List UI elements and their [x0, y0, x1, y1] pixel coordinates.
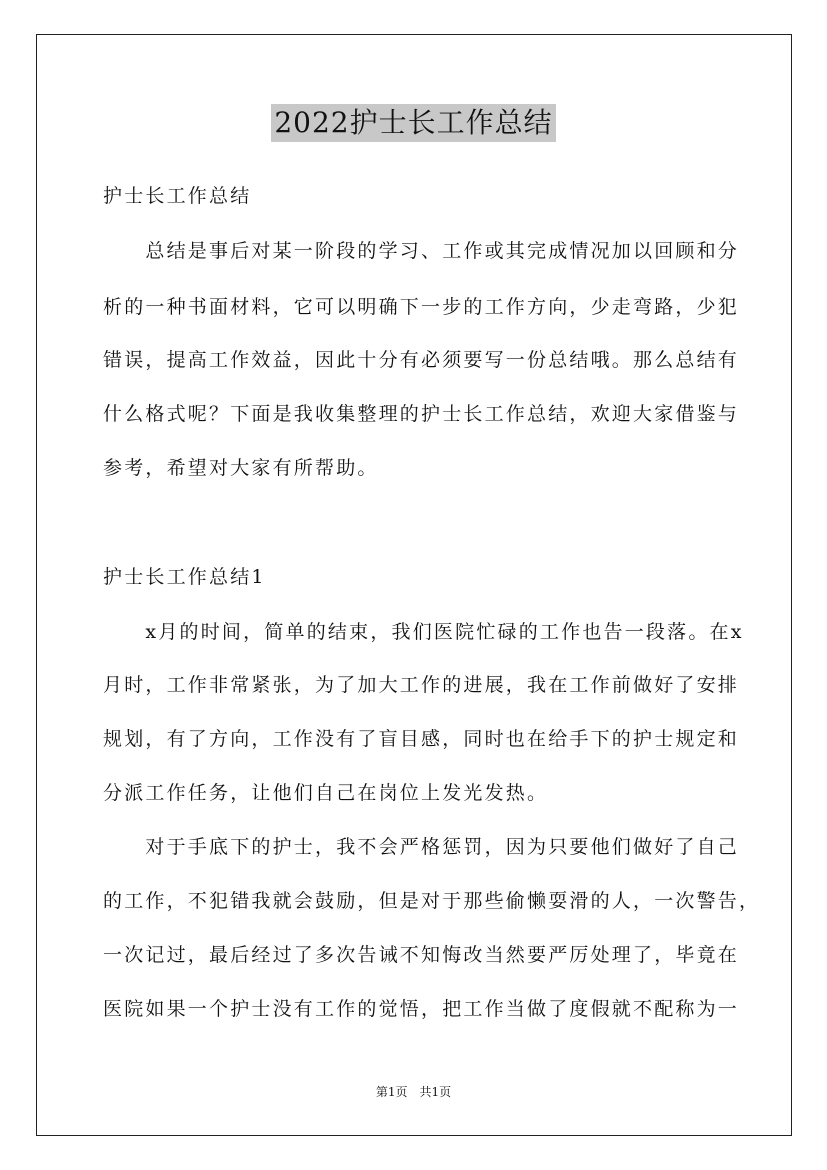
paragraph-line: 参考，希望对大家有所帮助。 [103, 457, 379, 479]
paragraph-line: 对于手底下的护士，我不会严格惩罚，因为只要他们做好了自己 [103, 836, 740, 858]
paragraph-line: 医院如果一个护士没有工作的觉悟，把工作当做了度假就不配称为一 [103, 998, 740, 1020]
paragraph-line: 月时，工作非常紧张，为了加大工作的进展，我在工作前做好了安排 [103, 674, 740, 696]
paragraph-line: 什么格式呢？下面是我收集整理的护士长工作总结，欢迎大家借鉴与 [103, 403, 740, 425]
paragraph-line: 一次记过，最后经过了多次告诫不知悔改当然要严厉处理了，毕竟在 [103, 944, 740, 966]
paragraph-line: 析的一种书面材料，它可以明确下一步的工作方向，少走弯路，少犯 [103, 296, 740, 318]
page-number: 第1页 [375, 1085, 408, 1099]
paragraph-line: 的工作，不犯错我就会鼓励，但是对于那些偷懒耍滑的人，一次警告， [103, 890, 761, 912]
title-container [0, 104, 827, 142]
paragraph-line: 总结是事后对某一阶段的学习、工作或其完成情况加以回顾和分 [103, 240, 740, 262]
page-footer [0, 1083, 827, 1100]
document-title: 2022护士长工作总结 [271, 104, 555, 142]
paragraph-line: 规划，有了方向，工作没有了盲目感，同时也在给手下的护士规定和 [103, 728, 740, 750]
paragraph-line: 分派工作任务，让他们自己在岗位上发光发热。 [103, 782, 549, 804]
section-heading: 护士长工作总结 [103, 185, 252, 207]
paragraph-line: x月的时间，简单的结束，我们医院忙碌的工作也告一段落。在x [103, 621, 744, 643]
page-total: 共1页 [419, 1085, 452, 1099]
paragraph-line: 错误，提高工作效益，因此十分有必须要写一份总结哦。那么总结有 [103, 349, 740, 371]
section-heading: 护士长工作总结1 [103, 566, 266, 588]
